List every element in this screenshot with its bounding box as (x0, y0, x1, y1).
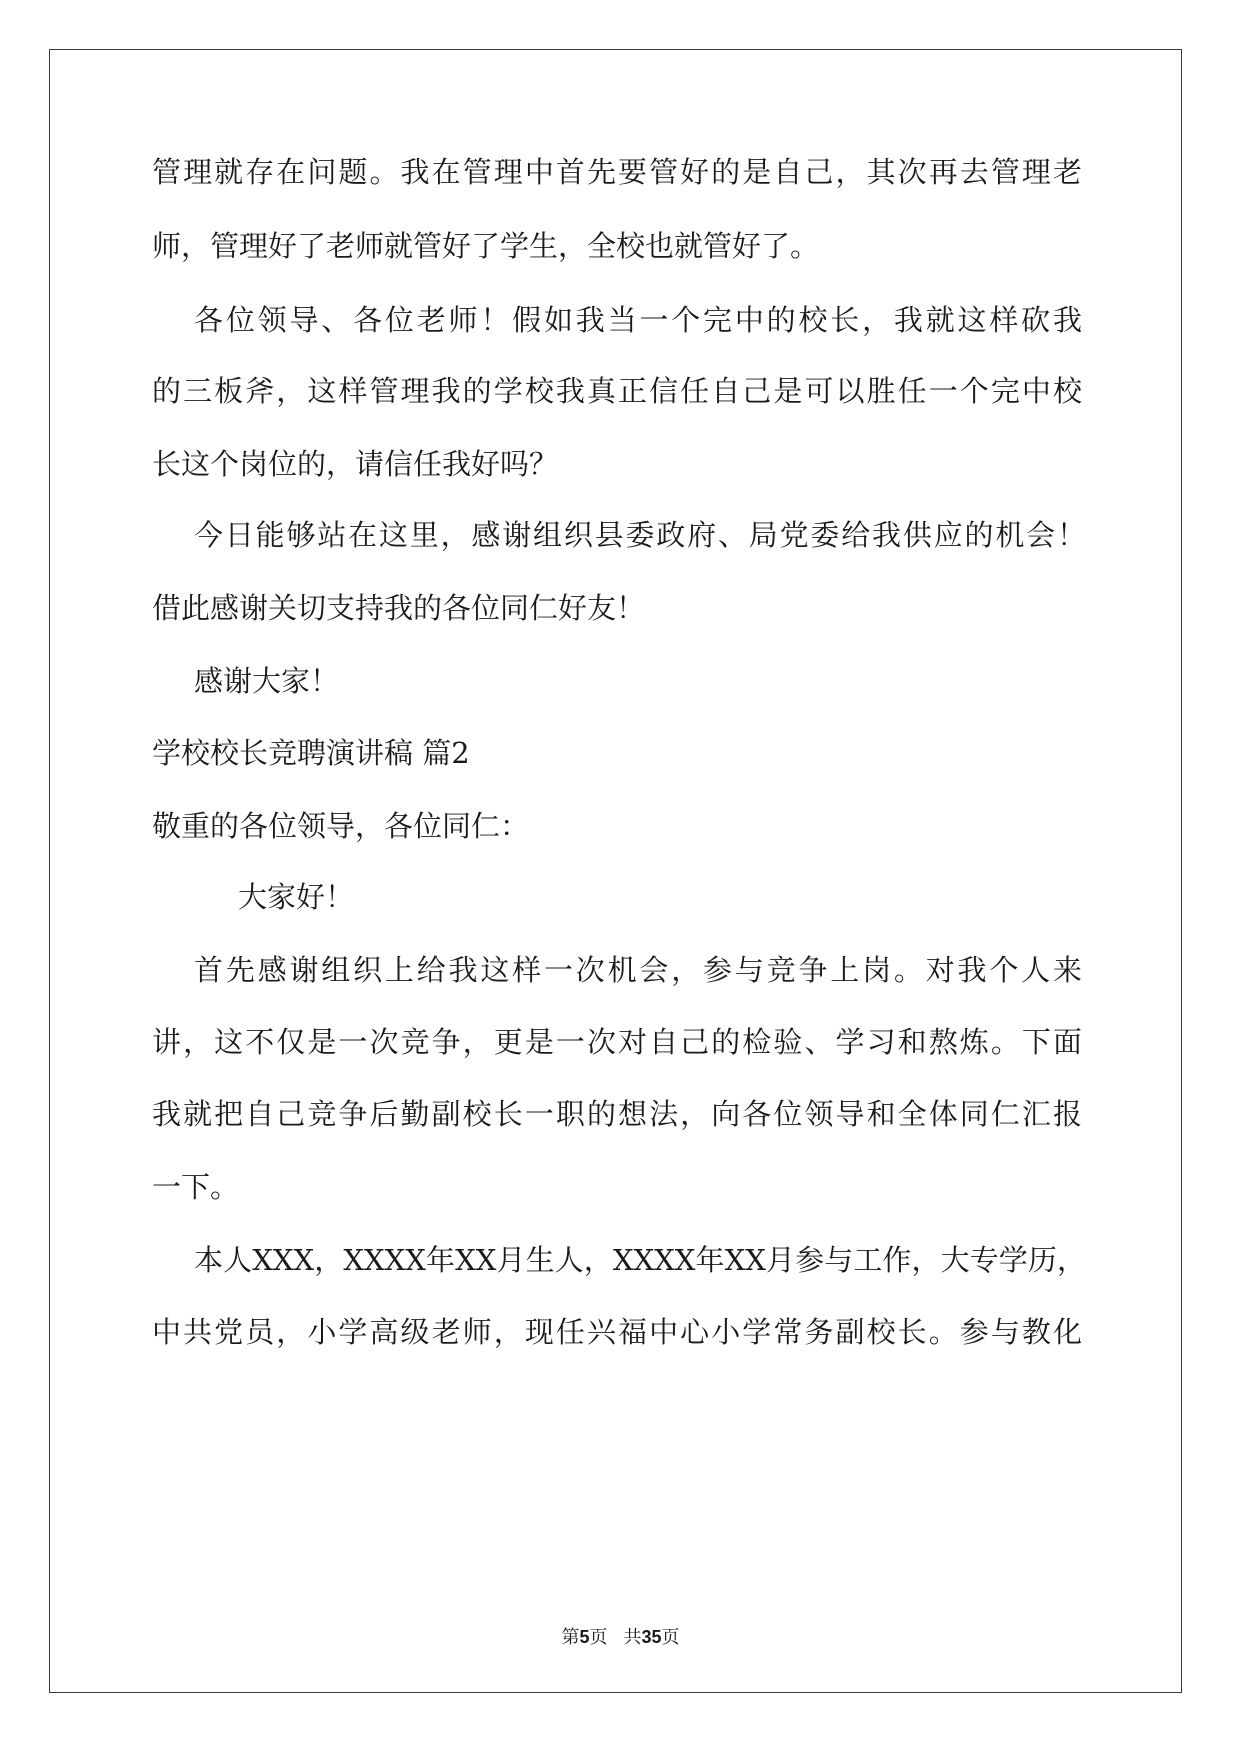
body-line: 长这个岗位的，请信任我好吗？ (152, 447, 559, 481)
body-line: 中共党员，小学高级老师，现任兴福中心小学常务副校长。参与教化 (152, 1315, 1082, 1349)
body-line: 本人XXX，XXXX年XX月生人，XXXX年XX月参与工作，大专学历， (194, 1243, 1086, 1277)
body-line: 管理就存在问题。我在管理中首先要管好的是自己，其次再去管理老 (152, 155, 1082, 189)
footer-page-suffix: 页 (589, 1627, 608, 1648)
body-line: 首先感谢组织上给我这样一次机会，参与竞争上岗。对我个人来 (194, 953, 1082, 987)
page-border (49, 49, 1182, 1693)
footer-total-number: 35 (641, 1627, 662, 1647)
body-line: 今日能够站在这里，感谢组织县委政府、局党委给我供应的机会！ (194, 518, 1086, 552)
body-line: 师，管理好了老师就管好了学生，全校也就管好了。 (152, 229, 820, 263)
body-line: 感谢大家！ (194, 664, 340, 698)
body-line: 我就把自己竞争后勤副校长一职的想法，向各位领导和全体同仁汇报 (152, 1097, 1082, 1131)
footer-page-number: 5 (579, 1627, 590, 1647)
body-line: 的三板斧，这样管理我的学校我真正信任自己是可以胜任一个完中校 (152, 374, 1082, 408)
body-line: 借此感谢关切支持我的各位同仁好友！ (152, 591, 646, 625)
footer-total-prefix: 共 (623, 1627, 642, 1648)
body-line: 一下。 (152, 1170, 240, 1204)
salutation: 敬重的各位领导，各位同仁： (152, 809, 530, 843)
footer-page-prefix: 第 (561, 1627, 580, 1648)
page-footer (0, 1625, 1241, 1650)
section-heading: 学校校长竞聘演讲稿 篇2 (152, 736, 470, 770)
greeting: 大家好！ (238, 880, 355, 914)
body-line: 讲，这不仅是一次竞争，更是一次对自己的检验、学习和熬炼。下面 (152, 1025, 1082, 1059)
footer-total-suffix: 页 (661, 1627, 680, 1648)
body-line: 各位领导、各位老师！假如我当一个完中的校长，我就这样砍我 (194, 303, 1082, 337)
